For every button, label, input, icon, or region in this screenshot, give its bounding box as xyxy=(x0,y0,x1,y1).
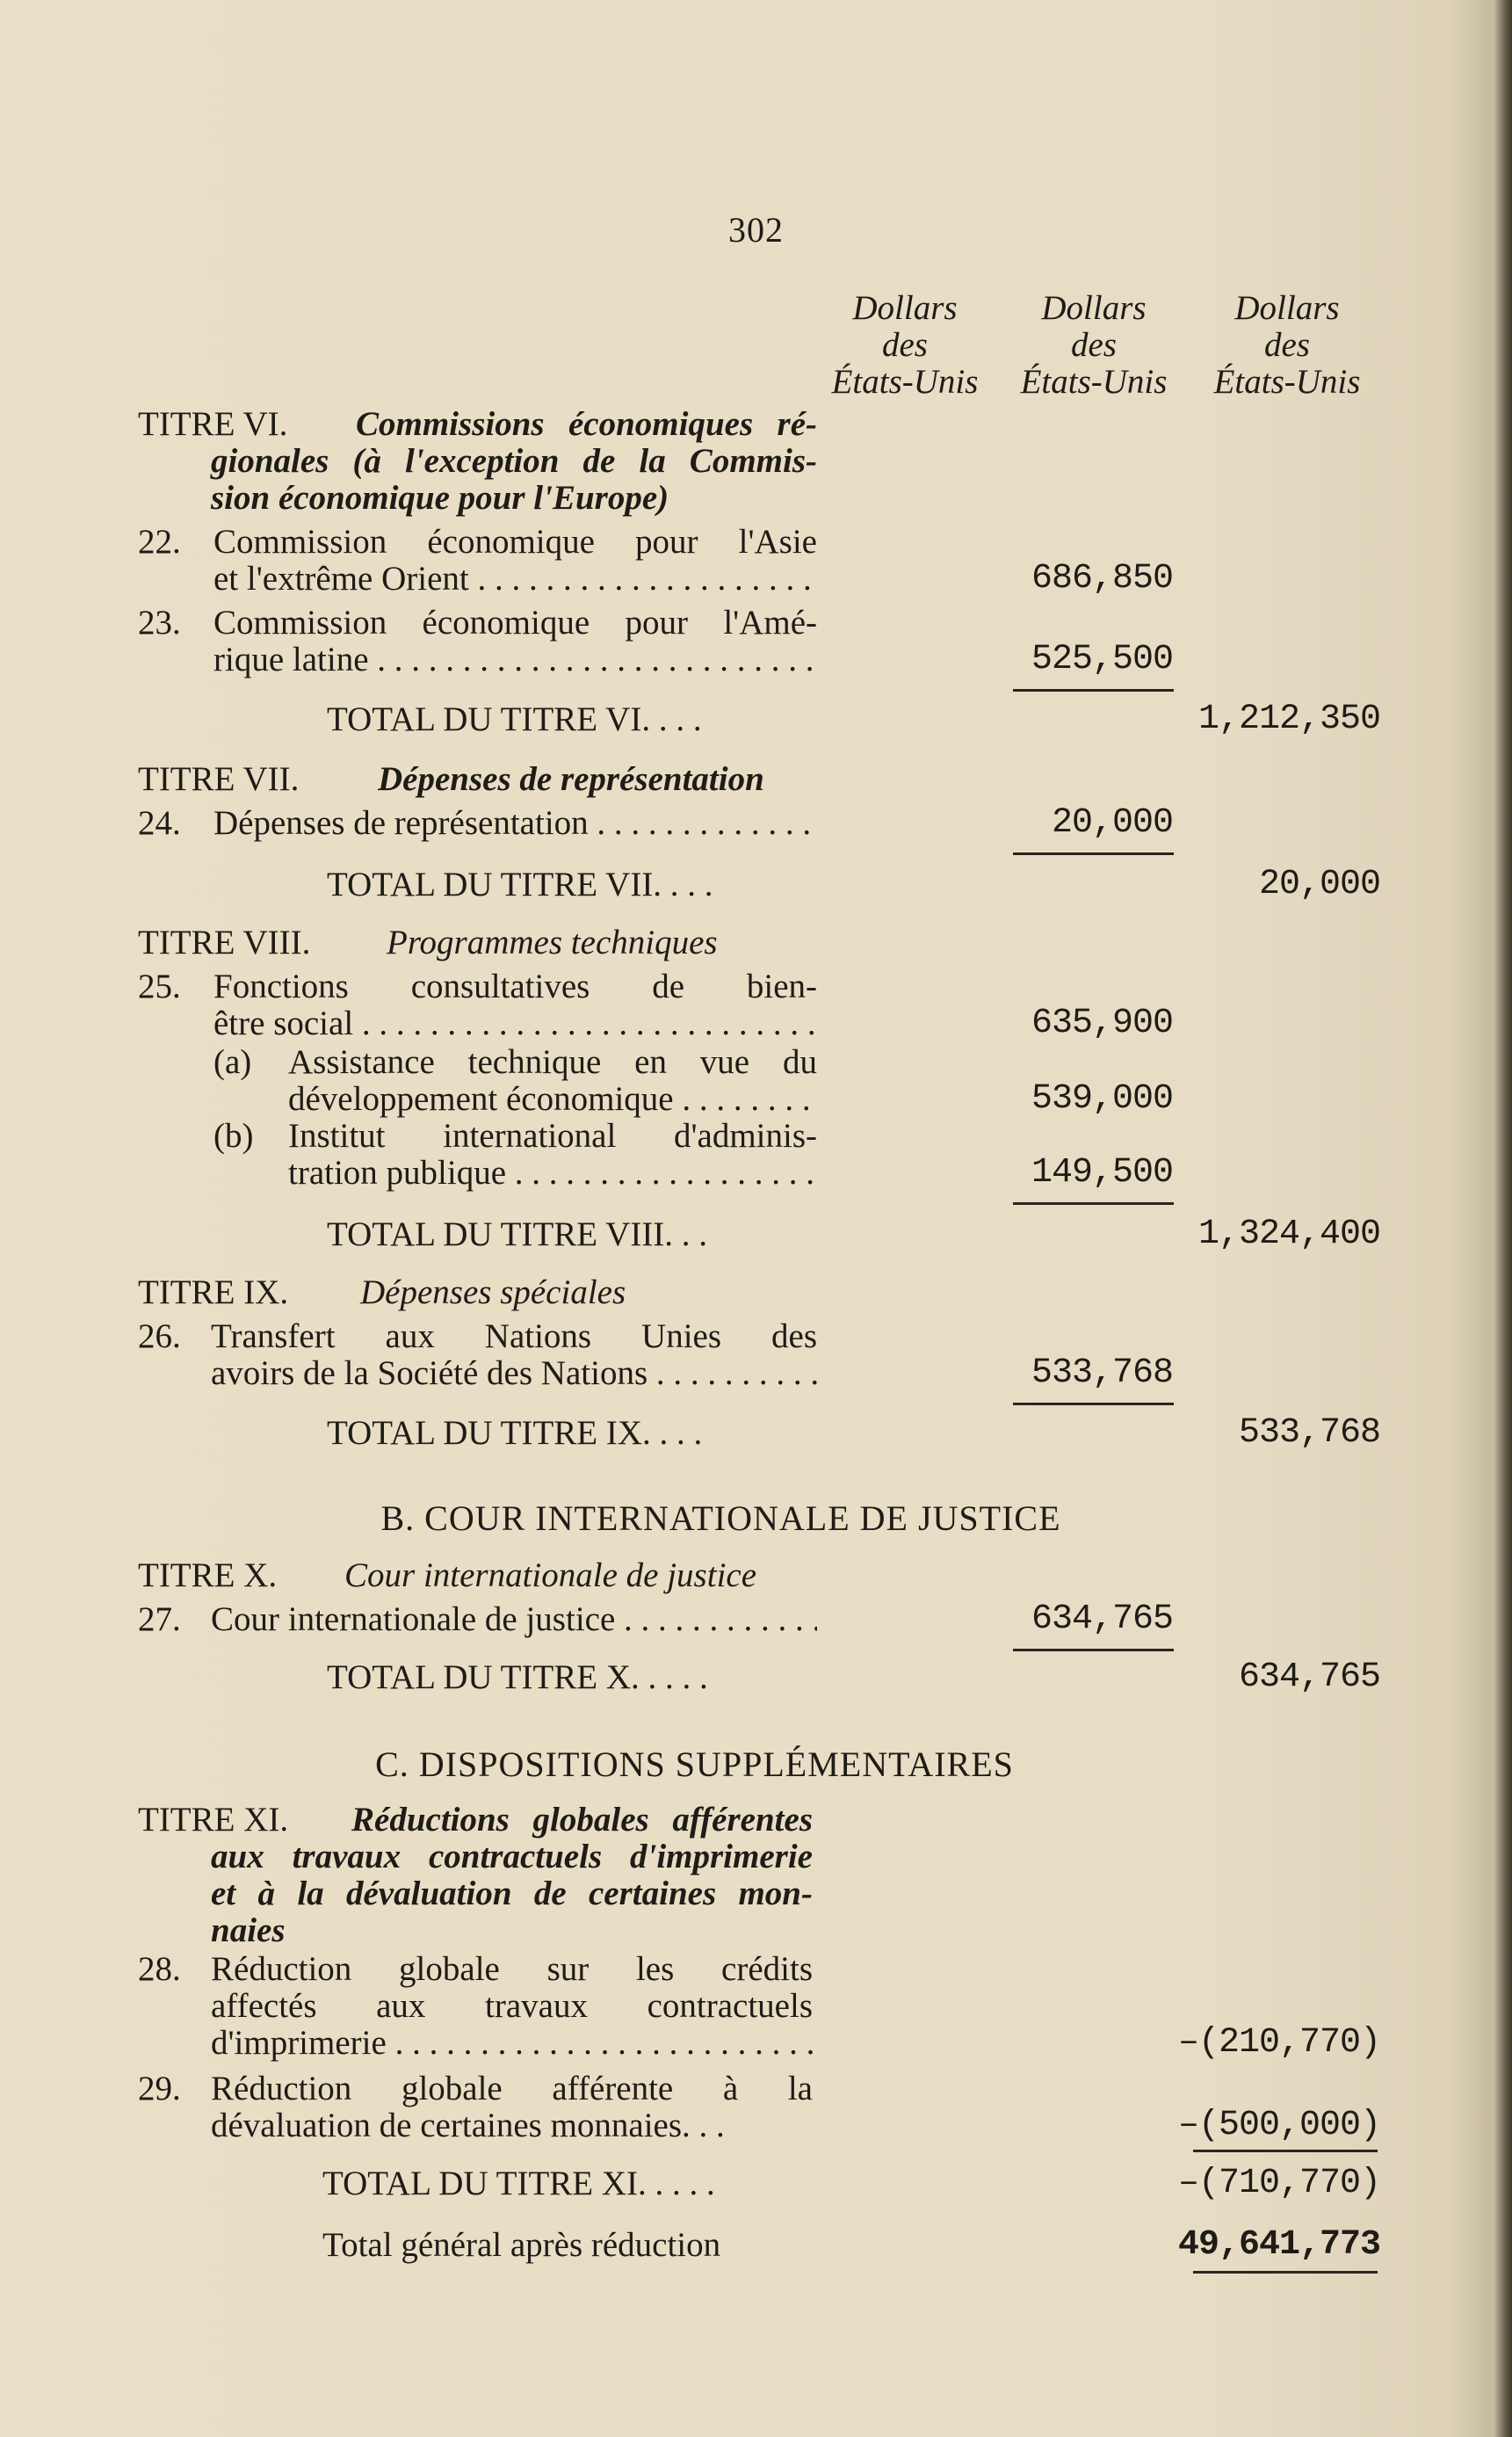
item-25-line-2: être social . . . xyxy=(213,1005,817,1042)
item-22-line-1: Commission économique pour l'Asie xyxy=(213,523,817,561)
column-header-1 xyxy=(804,290,1006,401)
item-26-line-2: avoirs de la Société des Nations . . . xyxy=(211,1355,817,1392)
column-header-3 xyxy=(1186,290,1388,401)
page-edge-shadow xyxy=(1493,0,1512,2437)
titre-7-head: TITRE VII. xyxy=(138,760,300,798)
titre-10-total: 634,765 xyxy=(1238,1657,1380,1697)
titre-6-total: 1,212,350 xyxy=(1197,700,1380,739)
item-24-line-1: Dépenses de représentation . . . xyxy=(213,805,817,842)
item-23-line-2: rique latine . . . xyxy=(213,642,817,678)
item-27-line-1: Cour internationale de justice . . . xyxy=(211,1601,817,1638)
subtotal-rule-6 xyxy=(1013,689,1174,692)
column-header-2-line-1: Dollars xyxy=(1041,289,1147,327)
titre-9-total-label: TOTAL DU TITRE IX. . . . xyxy=(327,1414,703,1452)
subtotal-rule-10 xyxy=(1013,1649,1174,1651)
item-29-amount: –(500,000) xyxy=(1177,2106,1380,2145)
titre-10-total-label: TOTAL DU TITRE X. . . . . xyxy=(327,1658,708,1696)
item-25-line-1: Fonctions consultatives de bien- xyxy=(213,968,817,1005)
item-28-line-1: Réduction globale sur les crédits xyxy=(211,1950,813,1988)
item-27-number: 27. xyxy=(138,1600,181,1638)
titre-11-title-line-3: et à la dévaluation de certaines mon- xyxy=(211,1875,813,1912)
subtotal-rule-8 xyxy=(1013,1202,1174,1205)
titre-9-title: Dépenses spéciales xyxy=(360,1273,626,1311)
titre-11-total: –(710,770) xyxy=(1177,2164,1380,2203)
item-26-line-1: Transfert aux Nations Unies des xyxy=(211,1317,817,1355)
item-23-line-1: Commission économique pour l'Amé- xyxy=(213,604,817,642)
column-header-1-line-2: des xyxy=(882,326,928,364)
item-28-amount: –(210,770) xyxy=(1177,2023,1380,2063)
titre-11-total-label: TOTAL DU TITRE XI. . . . . xyxy=(322,2165,715,2202)
titre-6-title-line-1: Commissions économiques ré- xyxy=(356,405,817,443)
titre-6-total-label: TOTAL DU TITRE VI. . . . xyxy=(327,700,702,738)
titre-8-head: TITRE VIII. xyxy=(138,924,311,961)
item-25-number: 25. xyxy=(138,968,181,1005)
item-26-number: 26. xyxy=(138,1317,181,1355)
item-25a-label: (a) xyxy=(213,1043,252,1081)
item-23-number: 23. xyxy=(138,604,181,642)
titre-7-total: 20,000 xyxy=(1258,865,1380,904)
column-header-2-line-3: États-Unis xyxy=(1020,363,1168,401)
titre-11-head: TITRE XI. xyxy=(138,1801,289,1839)
item-24-amount: 20,000 xyxy=(1051,803,1173,843)
subtotal-rule-11 xyxy=(1193,2150,1378,2152)
titre-7-total-label: TOTAL DU TITRE VII. . . . xyxy=(327,866,713,903)
titre-9-head: TITRE IX. xyxy=(138,1273,289,1311)
item-22-number: 22. xyxy=(138,523,181,561)
titre-7-title: Dépenses de représentation xyxy=(378,760,764,798)
titre-11-title-line-4: naies xyxy=(211,1911,286,1949)
item-26-amount: 533,768 xyxy=(1031,1353,1173,1393)
item-25b-label: (b) xyxy=(213,1117,254,1155)
item-23-amount: 525,500 xyxy=(1031,640,1173,679)
grand-total-rule xyxy=(1193,2271,1378,2274)
item-25b-line-1: Institut international d'adminis- xyxy=(288,1117,817,1155)
item-25b-line-2: tration publique . . . xyxy=(288,1155,817,1192)
titre-8-total-label: TOTAL DU TITRE VIII. . . xyxy=(327,1215,708,1253)
titre-10-title: Cour internationale de justice xyxy=(344,1556,757,1594)
subtotal-rule-7 xyxy=(1013,852,1174,855)
titre-6-head: TITRE VI. xyxy=(138,405,288,443)
item-28-number: 28. xyxy=(138,1950,181,1988)
column-header-2 xyxy=(993,290,1195,401)
section-b-heading: B. COUR INTERNATIONALE DE JUSTICE xyxy=(380,1498,1061,1538)
column-header-3-line-2: des xyxy=(1264,326,1310,364)
column-header-2-line-2: des xyxy=(1071,326,1117,364)
item-25b-amount: 149,500 xyxy=(1031,1153,1173,1193)
column-header-3-line-1: Dollars xyxy=(1234,289,1340,327)
page-number: 302 xyxy=(728,210,784,250)
column-header-1-line-3: États-Unis xyxy=(831,363,979,401)
item-25a-line-2: développement économique . . . xyxy=(288,1081,817,1118)
item-25a-line-1: Assistance technique en vue du xyxy=(288,1043,817,1081)
grand-total: 49,641,773 xyxy=(1177,2225,1380,2265)
item-29-number: 29. xyxy=(138,2070,181,2107)
item-29-line-2: dévaluation de certaines monnaies. . . xyxy=(211,2107,725,2144)
grand-total-label: Total général après réduction xyxy=(322,2226,721,2264)
item-27-amount: 634,765 xyxy=(1031,1599,1173,1639)
item-22-amount: 686,850 xyxy=(1031,559,1173,598)
item-25a-amount: 539,000 xyxy=(1031,1079,1173,1119)
item-24-number: 24. xyxy=(138,804,181,842)
titre-8-total: 1,324,400 xyxy=(1197,1215,1380,1254)
item-29-line-1: Réduction globale afférente à la xyxy=(211,2070,813,2107)
item-28-line-3: d'imprimerie . . . xyxy=(211,2025,813,2062)
titre-9-total: 533,768 xyxy=(1238,1413,1380,1453)
titre-8-title: Programmes techniques xyxy=(387,924,718,961)
column-header-3-line-3: États-Unis xyxy=(1213,363,1361,401)
column-header-1-line-1: Dollars xyxy=(852,289,958,327)
item-28-line-2: affectés aux travaux contractuels xyxy=(211,1987,813,2025)
subtotal-rule-9 xyxy=(1013,1403,1174,1405)
titre-11-title-line-1: Réductions globales afférentes xyxy=(351,1801,813,1839)
titre-10-head: TITRE X. xyxy=(138,1556,278,1594)
item-22-line-2: et l'extrême Orient . . . xyxy=(213,561,817,598)
titre-11-title-line-2: aux travaux contractuels d'imprimerie xyxy=(211,1838,813,1875)
section-c-heading: C. DISPOSITIONS SUPPLÉMENTAIRES xyxy=(375,1744,1014,1784)
titre-6-title-line-2: gionales (à l'exception de la Commis- xyxy=(211,442,817,480)
item-25-amount: 635,900 xyxy=(1031,1004,1173,1043)
titre-6-title-line-3: sion économique pour l'Europe) xyxy=(211,479,669,517)
